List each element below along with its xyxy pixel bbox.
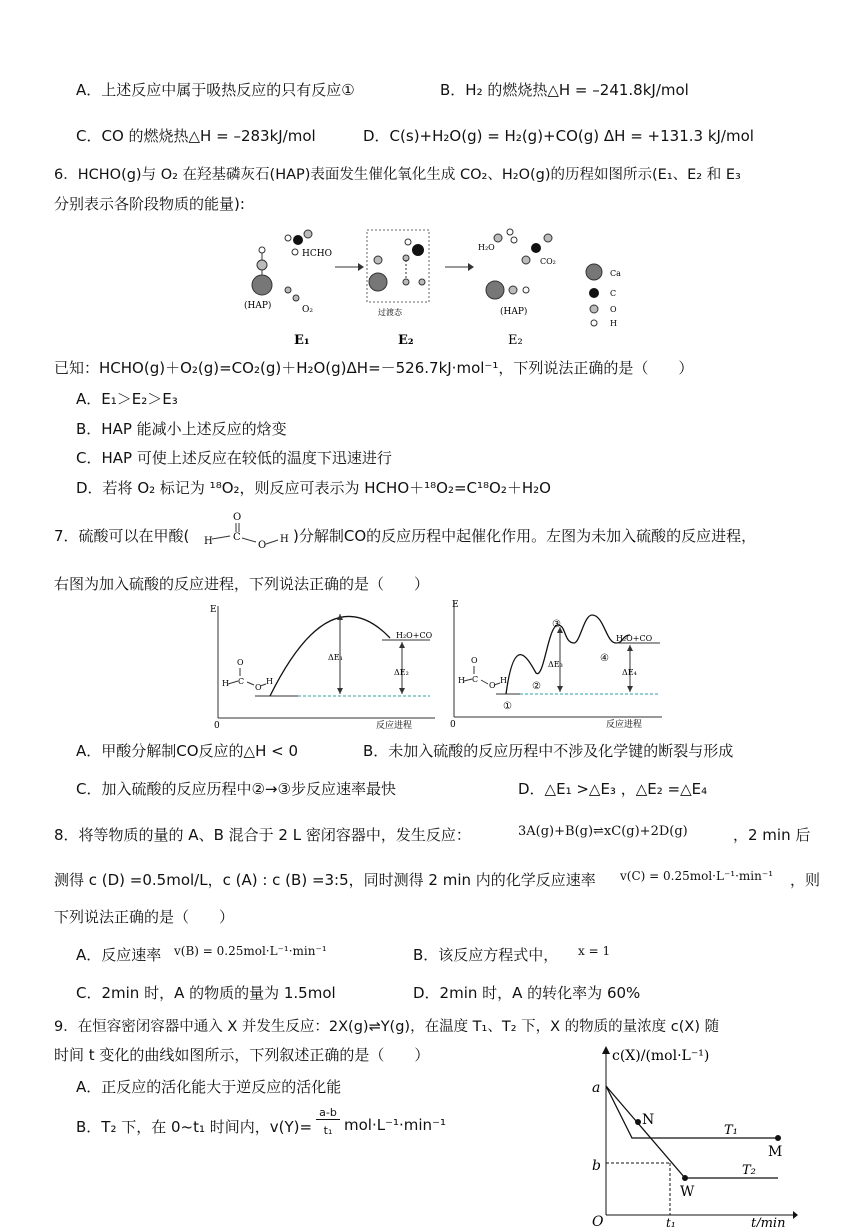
- q5-option-a: A．上述反应中属于吸热反应的只有反应①: [76, 81, 355, 99]
- svg-text:ΔE₃: ΔE₃: [548, 660, 563, 669]
- svg-text:T₂: T₂: [742, 1163, 756, 1178]
- q7-stem-line1b: )分解制CO的反应历程中起催化作用。左图为未加入硫酸的反应进程，: [293, 527, 757, 545]
- q7-option-c: C．加入硫酸的反应历程中②→③步反应速率最快: [76, 780, 396, 798]
- q5-option-b: B．H₂ 的燃烧热△H = –241.8kJ/mol: [440, 81, 689, 99]
- svg-text:N: N: [642, 1112, 655, 1128]
- q6-option-a: A．E₁＞E₂＞E₃: [76, 390, 178, 408]
- hap-label-2: (HAP): [500, 307, 528, 317]
- legend-ca: Ca: [610, 269, 621, 278]
- svg-text:W: W: [680, 1184, 695, 1200]
- svg-text:E: E: [452, 600, 459, 610]
- svg-text:O: O: [258, 540, 267, 551]
- svg-text:H₂O+CO: H₂O+CO: [616, 634, 653, 643]
- q8-option-d: D．2min 时，A 的转化率为 60%: [413, 984, 641, 1002]
- svg-text:O: O: [233, 512, 242, 523]
- hap-ca-atom: [252, 275, 272, 295]
- h2o-label: H₂O: [478, 243, 495, 252]
- svg-text:c(X)/(mol·L⁻¹): c(X)/(mol·L⁻¹): [612, 1048, 710, 1064]
- q8-rate: v(C) = 0.25mol·L⁻¹·min⁻¹: [620, 869, 773, 883]
- q8-stem-line1b: ，2 min 后: [733, 826, 811, 844]
- svg-text:ΔE₁: ΔE₁: [328, 653, 343, 662]
- svg-text:①: ①: [503, 701, 512, 712]
- hcho-label: HCHO: [302, 249, 332, 259]
- svg-text:H: H: [204, 536, 213, 547]
- svg-text:T₁: T₁: [724, 1123, 738, 1138]
- ts-label: 过渡态: [378, 308, 402, 317]
- svg-text:C: C: [472, 675, 479, 684]
- q6-mechanism-figure: [230, 220, 650, 350]
- q7-left-energy-diagram: [200, 600, 440, 730]
- hap-o-atom: [257, 260, 267, 270]
- q8-option-b-x: x = 1: [578, 944, 611, 958]
- q7-right-energy-diagram: [440, 595, 665, 730]
- svg-text:H: H: [458, 676, 465, 685]
- hcho-c-atom: [293, 235, 303, 245]
- q8-stem-line2a: 测得 c (D) =0.5mol/L，c (A) : c (B) =3:5，同时测得 2 min 内的化学反应速率: [54, 871, 596, 889]
- q8-option-b: B．该反应方程式中，: [413, 946, 559, 964]
- svg-text:反应进程: 反应进程: [606, 720, 643, 730]
- e2-label: E₂: [398, 333, 414, 348]
- q6-option-c: C．HAP 可使上述反应在较低的温度下迅速进行: [76, 449, 392, 467]
- svg-text:0: 0: [450, 720, 456, 730]
- q9-option-a: A．正反应的活化能大于逆反应的活化能: [76, 1078, 342, 1096]
- q6-stem-line2: 分别表示各阶段物质的能量):: [54, 195, 245, 213]
- q6-stem-line1: 6．HCHO(g)与 O₂ 在羟基磷灰石(HAP)表面发生催化氧化生成 CO₂、H₂O(g)的历程如图所示(E₁、E₂ 和 E₃: [54, 167, 741, 183]
- q8-option-a-rate: v(B) = 0.25mol·L⁻¹·min⁻¹: [174, 944, 327, 958]
- svg-text:b: b: [592, 1158, 601, 1174]
- svg-text:ΔE₄: ΔE₄: [622, 668, 637, 677]
- hap-h-atom: [259, 247, 265, 253]
- q8-equation: 3A(g)+B(g)⇌xC(g)+2D(g): [518, 824, 688, 839]
- svg-text:O: O: [592, 1214, 604, 1227]
- svg-text:O: O: [237, 658, 244, 667]
- q9-concentration-graph: [588, 1040, 798, 1227]
- q8-option-a: A．反应速率: [76, 946, 162, 964]
- q6-option-b: B．HAP 能减小上述反应的焓变: [76, 420, 287, 438]
- q5-option-c: C．CO 的燃烧热△H = –283kJ/mol: [76, 127, 316, 145]
- svg-text:反应进程: 反应进程: [376, 721, 413, 730]
- svg-text:O: O: [489, 681, 496, 690]
- e3-label: E₂: [508, 333, 523, 348]
- e1-label: E₁: [294, 333, 310, 348]
- q9-option-b-part2: mol·L⁻¹·min⁻¹: [344, 1116, 446, 1134]
- q9-stem-line1: 9．在恒容密闭容器中通入 X 并发生反应：2X(g)⇌Y(g)，在温度 T₁、T₂ 下，X 的物质的量浓度 c(X) 随: [54, 1019, 720, 1035]
- q9-option-b-frac-num: a-b: [316, 1106, 340, 1120]
- svg-text:H: H: [280, 534, 289, 545]
- svg-text:H: H: [500, 676, 507, 685]
- q8-stem-line1a: 8．将等物质的量的 A、B 混合于 2 L 密闭容器中，发生反应：: [54, 826, 471, 844]
- q9-option-b-part1: B．T₂ 下，在 0~t₁ 时间内，v(Y)=: [76, 1118, 313, 1136]
- o2-label: O₂: [302, 305, 313, 315]
- legend-h: H: [610, 319, 617, 328]
- q7-stem-line1a: 7．硫酸可以在甲酸(: [54, 527, 190, 545]
- svg-text:H₂O+CO: H₂O+CO: [396, 631, 433, 640]
- q6-option-d: D．若将 O₂ 标记为 ¹⁸O₂，则反应可表示为 HCHO＋¹⁸O₂=C¹⁸O₂＋H₂O: [76, 479, 551, 497]
- svg-text:a: a: [592, 1080, 601, 1096]
- q7-option-d: D．△E₁ >△E₃ ，△E₂ =△E₄: [518, 780, 708, 798]
- q9-stem-line2: 时间 t 变化的曲线如图所示，下列叙述正确的是（ ）: [54, 1046, 430, 1064]
- formic-acid-structure: [198, 508, 294, 552]
- legend-c: C: [610, 289, 617, 298]
- svg-text:ΔE₂: ΔE₂: [394, 668, 409, 677]
- svg-text:C: C: [238, 677, 245, 686]
- svg-text:E: E: [210, 605, 217, 615]
- q7-stem-line2: 右图为加入硫酸的反应进程，下列说法正确的是（ ）: [54, 575, 430, 593]
- svg-text:H: H: [266, 677, 273, 686]
- svg-text:t₁: t₁: [666, 1216, 676, 1227]
- svg-text:C: C: [233, 532, 241, 543]
- svg-text:③: ③: [552, 619, 561, 630]
- co2-label: CO₂: [540, 257, 556, 266]
- legend-o: O: [610, 305, 617, 314]
- svg-text:H: H: [222, 679, 229, 688]
- svg-text:②: ②: [532, 681, 541, 692]
- q8-stem-line2b: ，则: [790, 871, 821, 889]
- svg-text:O: O: [471, 656, 478, 665]
- svg-text:t/min: t/min: [751, 1216, 786, 1227]
- q6-known-line: 已知：HCHO(g)＋O₂(g)=CO₂(g)＋H₂O(g)ΔH=－526.7kJ·mol⁻¹，下列说法正确的是（ ）: [54, 359, 694, 377]
- q7-option-a: A．甲酸分解制CO反应的△H < 0: [76, 742, 299, 760]
- q5-option-d: D．C(s)+H₂O(g) = H₂(g)+CO(g) ΔH = +131.3 kJ/mol: [363, 127, 754, 145]
- q7-option-b: B．未加入硫酸的反应历程中不涉及化学键的断裂与形成: [363, 742, 734, 760]
- hap-label-1: (HAP): [244, 301, 272, 311]
- q8-option-c: C．2min 时，A 的物质的量为 1.5mol: [76, 984, 336, 1002]
- svg-text:O: O: [255, 683, 262, 692]
- q8-stem-line3: 下列说法正确的是（ ）: [54, 908, 235, 926]
- svg-text:0: 0: [214, 721, 220, 730]
- svg-text:M: M: [768, 1144, 783, 1160]
- svg-text:④: ④: [600, 653, 609, 664]
- q9-option-b-frac-den: t₁: [323, 1124, 333, 1137]
